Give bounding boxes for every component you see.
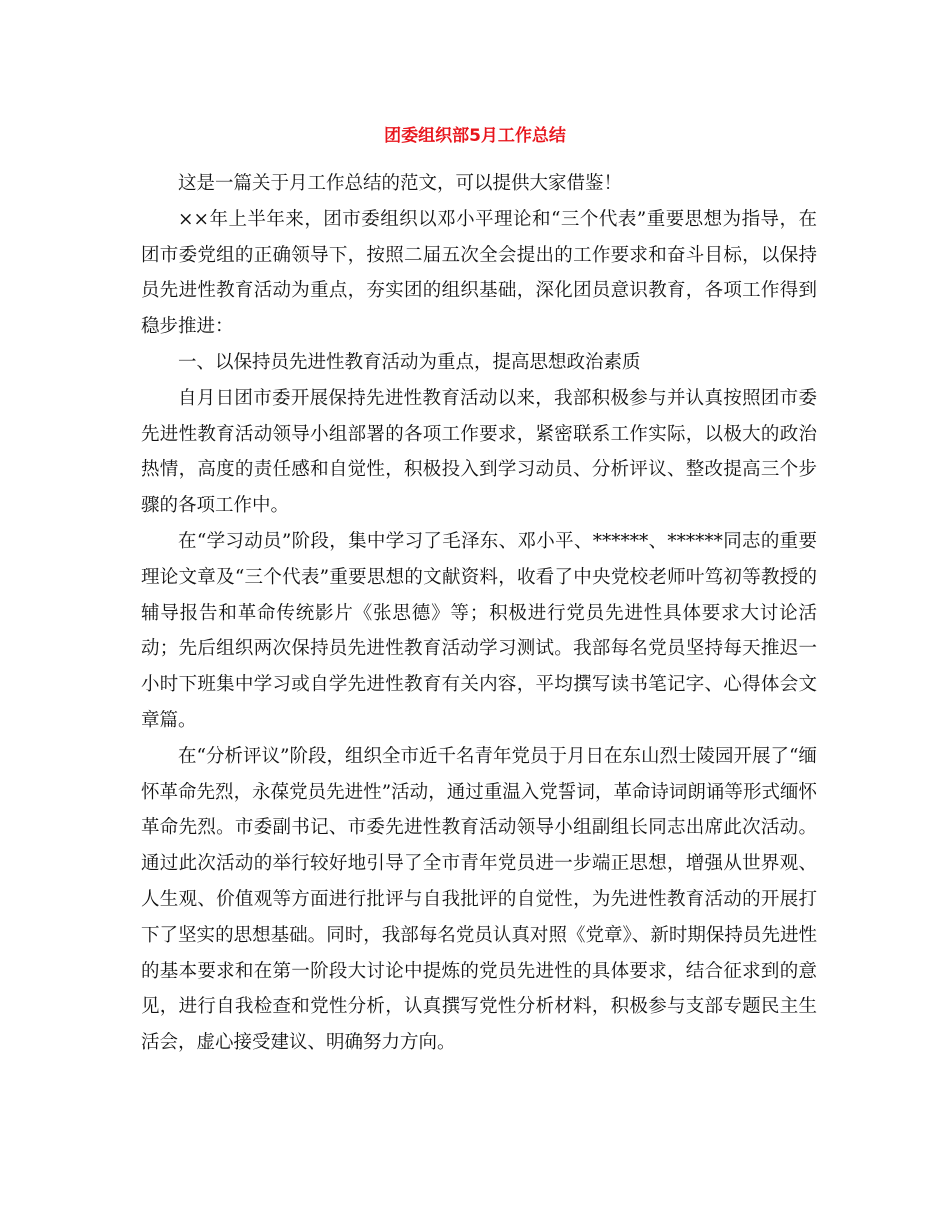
paragraph-review-phase: 在“分析评议”阶段，组织全市近千名青年党员于月日在东山烈士陵园开展了“缅怀革命先烈，永葆党员先进性”活动，通过重温入党誓词，革命诗词朗诵等形式缅怀革命先烈。市委副书记、市委先进性教育活动领导小组副组长同志出席此次活动。通过此次活动的举行较好地引导了全市青年党员进一步端正思想，增强从世界观、人生观、价值观等方面进行批评与自我批评的自觉性，为先进性教育活动的开展打下了坚实的思想基础。同时，我部每名党员认真对照《党章》、新时期保持员先进性的基本要求和在第一阶段大讨论中提炼的党员先进性的具体要求，结合征求到的意见，进行自我检查和党性分析，认真撰写党性分析材料，积极参与支部专题民主生活会，虚心接受建议、明确努力方向。 — [141, 745, 817, 1054]
document-title: 团委组织部5月工作总结 — [384, 126, 566, 146]
paragraph-section-1: 自月日团市委开展保持先进性教育活动以来，我部积极参与并认真按照团市委先进性教育活动领导小组部署的各项工作要求，紧密联系工作实际，以极大的政治热情，高度的责任感和自觉性，积极投入到学习动员、分析评议、整改提高三个步骤的各项工作中。 — [141, 387, 817, 517]
document-body — [141, 166, 817, 1061]
paragraph-intro: 这是一篇关于月工作总结的范文，可以提供大家借鉴！ — [178, 173, 623, 194]
paragraph-study-phase: 在“学习动员”阶段，集中学习了毛泽东、邓小平、******、******同志的重要理论文章及“三个代表”重要思想的文献资料，收看了中央党校老师叶笃初等教授的辅导报告和革命传统影片《张思德》等；积极进行党员先进性具体要求大讨论活动；先后组织两次保持员先进性教育活动学习测试。我部每名党员坚持每天推迟一小时下班集中学习或自学先进性教育有关内容，平均撰写读书笔记字、心得体会文章篇。 — [141, 530, 817, 731]
section-heading-1: 一、以保持员先进性教育活动为重点，提高思想政治素质 — [178, 351, 641, 373]
paragraph-overview: ××年上半年来，团市委组织以邓小平理论和“三个代表”重要思想为指导，在团市委党组的正确领导下，按照二届五次全会提出的工作要求和奋斗目标，以保持员先进性教育活动为重点，夯实团的组织基础，深化团员意识教育，各项工作得到稳步推进： — [141, 208, 817, 338]
